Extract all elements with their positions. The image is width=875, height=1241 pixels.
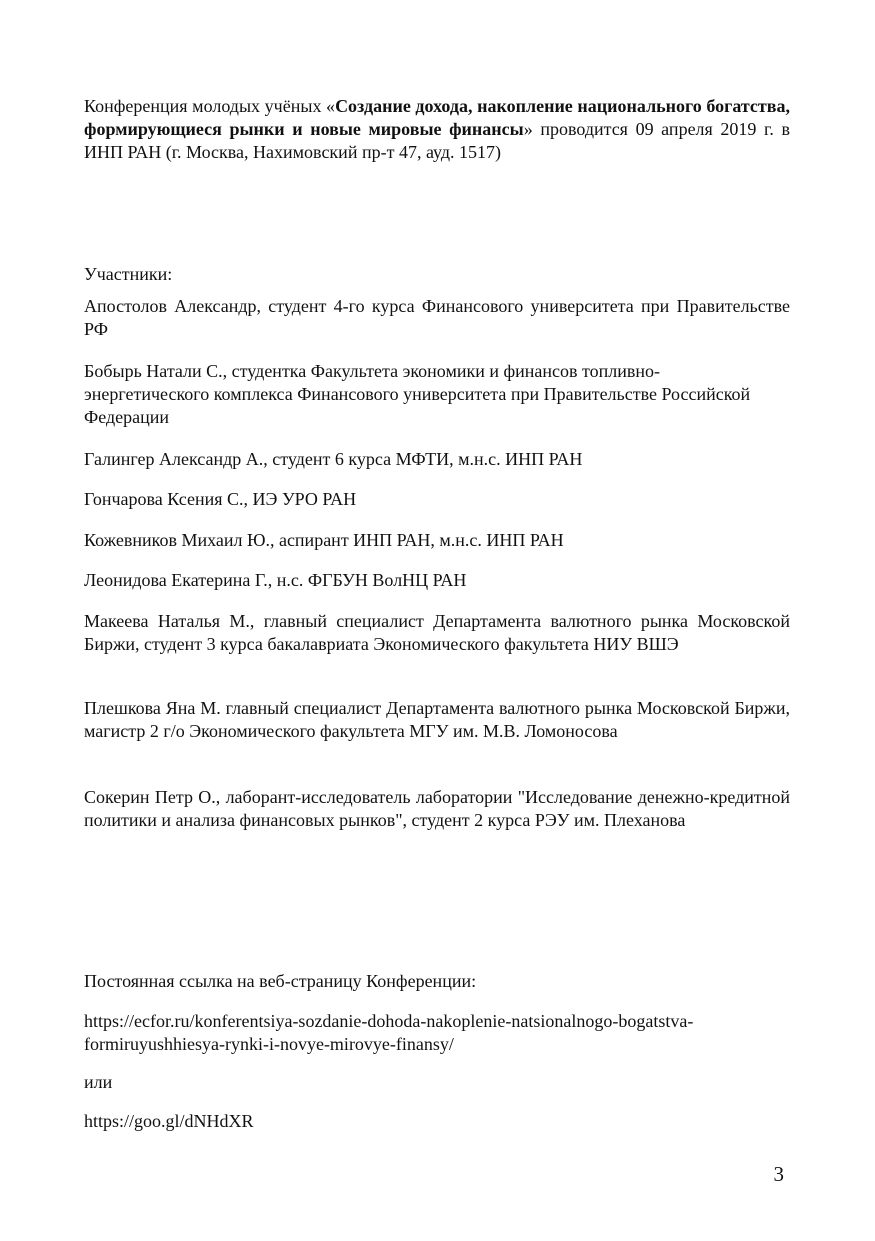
permalink-heading: Постоянная ссылка на веб-страницу Конференции: (84, 971, 477, 991)
participant-item: Гончарова Ксения С., ИЭ УРО РАН (84, 489, 357, 509)
intro-suffix: » проводится 09 апреля 2019 г. в ИНП РАН (г. Москва, Нахимовский пр-т 47, ауд. 1517) (84, 119, 790, 162)
or-separator: или (84, 1072, 113, 1092)
participant-item: Галингер Александр А., студент 6 курса МФТИ, м.н.с. ИНП РАН (84, 449, 583, 469)
intro-prefix: Конференция молодых учёных « (84, 96, 336, 116)
conference-title: Создание дохода, накопление национального богатства, формирующиеся рынки и новые мировые финансы (84, 96, 790, 139)
conference-short-link[interactable]: https://goo.gl/dNHdXR (84, 1111, 254, 1131)
participant-item: Плешкова Яна М. главный специалист Департамента валютного рынка Московской Биржи, магистр 2 г/о Экономического факультета МГУ им. М.В. Ломоносова (84, 698, 790, 741)
participant-item: Апостолов Александр, студент 4-го курса Финансового университета при Правительстве РФ (84, 296, 790, 339)
participant-item: Кожевников Михаил Ю., аспирант ИНП РАН, м.н.с. ИНП РАН (84, 530, 564, 550)
page-number: 3 (773, 1162, 784, 1186)
participant-item: Бобырь Натали С., студентка Факультета экономики и финансов топливно-энергетического комплекса Финансового университета при Правительстве Российской Федерации (84, 361, 751, 427)
conference-full-link[interactable]: https://ecfor.ru/konferentsiya-sozdanie-dohoda-nakoplenie-natsionalnogo-bogatstva-formiruyushhiesya-rynki-i-novye-mirovye-finansy/ (84, 1011, 694, 1054)
conference-intro (84, 95, 790, 164)
participant-item: Сокерин Петр О., лаборант-исследователь лаборатории "Исследование денежно-кредитной политики и анализа финансовых рынков", студент 2 курса РЭУ им. Плеханова (84, 787, 790, 830)
participant-item: Леонидова Екатерина Г., н.с. ФГБУН ВолНЦ РАН (84, 570, 467, 590)
participant-item: Макеева Наталья М., главный специалист Департамента валютного рынка Московской Биржи, студент 3 курса бакалавриата Экономического факультета НИУ ВШЭ (84, 611, 790, 654)
participants-heading: Участники: (84, 264, 173, 284)
